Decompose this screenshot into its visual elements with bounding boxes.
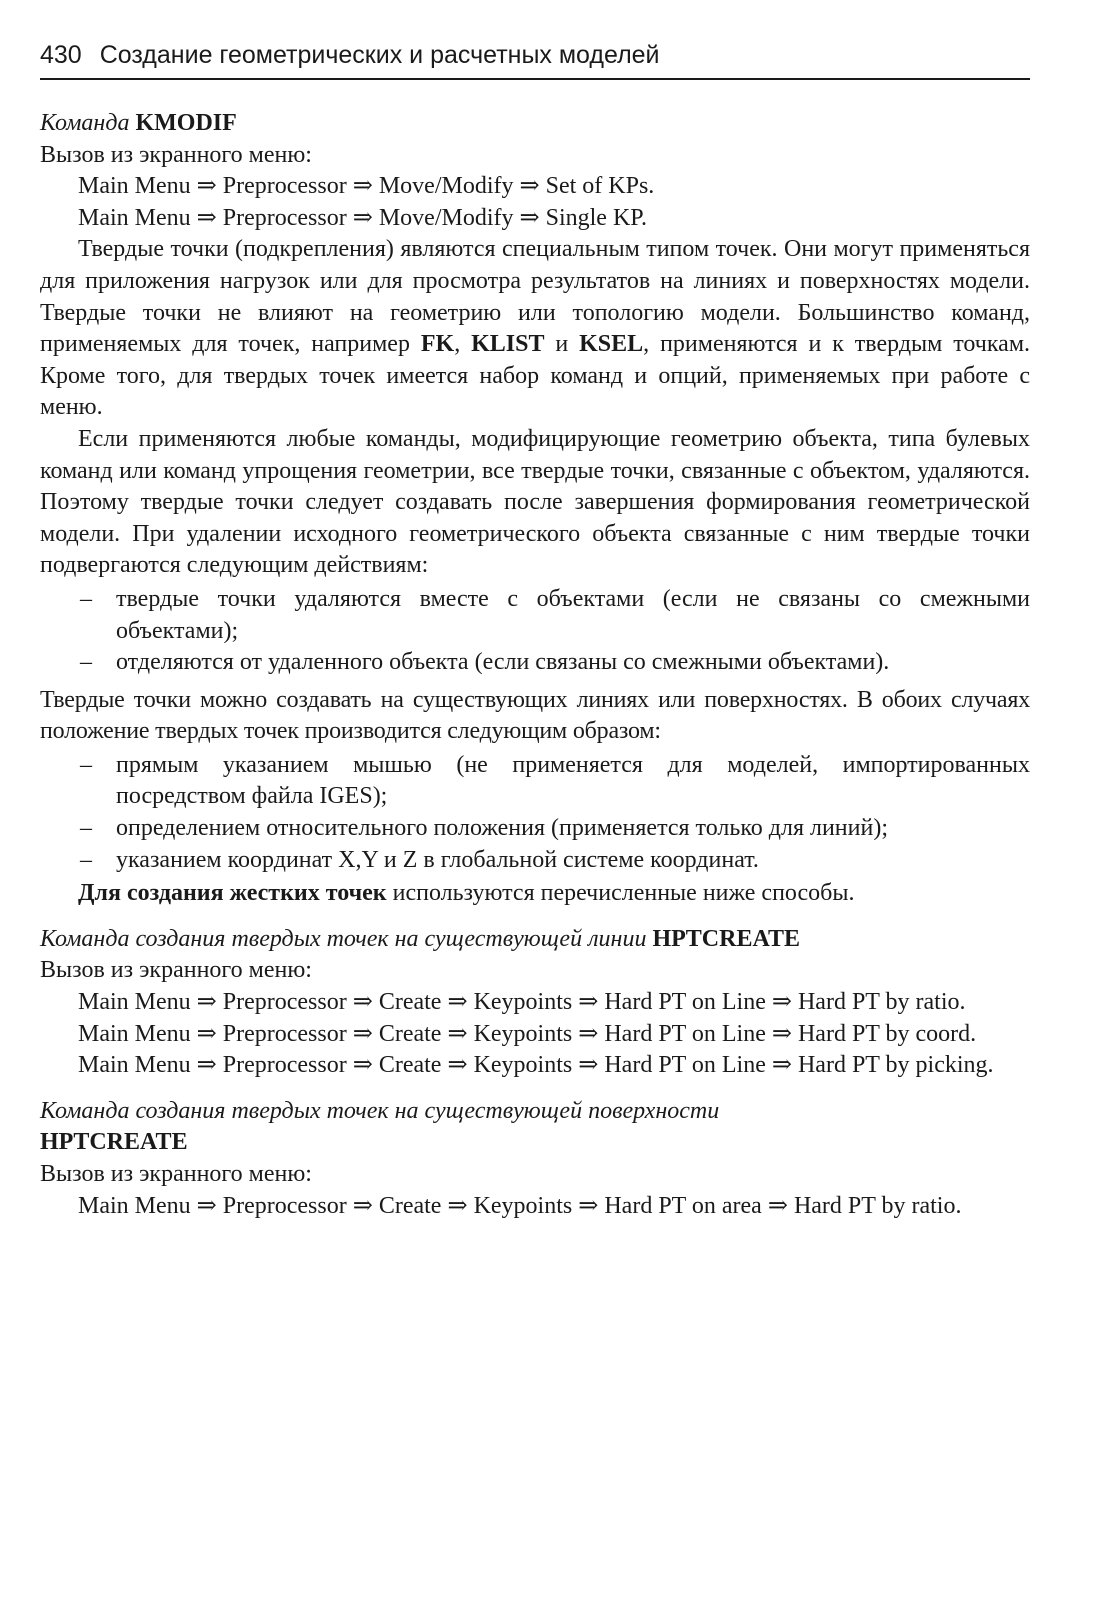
para1-text-b: , применяются и к твердым точкам. Кроме того, для твердых точек имеется набор команд и опций, применяемых при работе с меню. xyxy=(40,331,1030,421)
running-head xyxy=(40,38,1030,80)
kmodif-menu-path-2: Main Menu ⇒ Preprocessor ⇒ Move/Modify ⇒ Single KP. xyxy=(78,204,647,231)
hptcreate-area-heading-bold: HPTCREATE xyxy=(40,1129,188,1156)
para1-sep-1: , xyxy=(454,331,472,358)
hptcreate-line-menu-path-3: Main Menu ⇒ Preprocessor ⇒ Create ⇒ Keypoints ⇒ Hard PT on Line ⇒ Hard PT by picking. xyxy=(78,1052,994,1079)
kmodif-call-label: Вызов из экранного меню: xyxy=(40,141,312,168)
ksel-command: KSEL xyxy=(579,331,644,358)
hptcreate-area-menu-path-1: Main Menu ⇒ Preprocessor ⇒ Create ⇒ Keypoints ⇒ Hard PT on area ⇒ Hard PT by ratio. xyxy=(78,1192,962,1219)
kmodif-paragraph-4 xyxy=(40,878,1030,910)
kmodif-paragraph-2: Если применяются любые команды, модифицирующие геометрию объекта, типа булевых команд или команд упрощения геометрии, все твердые точки, связанные с объектом, удаляются. Поэтому твердые точки следует создавать после завершения формирования геометрической модели. При удалении исходного геометрического объекта связанные с ним твердые точки подвергаются следующим действиям: xyxy=(40,425,1030,579)
list-item: – отделяются от удаленного объекта (если связаны со смежными объектами). xyxy=(40,647,1030,679)
kmodif-heading-bold: KMODIF xyxy=(135,110,237,136)
hptcreate-line-menu-path-1: Main Menu ⇒ Preprocessor ⇒ Create ⇒ Keypoints ⇒ Hard PT on Line ⇒ Hard PT by ratio. xyxy=(78,989,966,1016)
list-item: – твердые точки удаляются вместе с объектами (если не связаны со смежными объектами); xyxy=(40,584,1030,647)
klist-command: KLIST xyxy=(471,331,545,358)
hptcreate-line-heading-bold: HPTCREATE xyxy=(652,925,801,952)
page-number: 430 xyxy=(40,41,82,69)
para1-text-a: Твердые точки (подкрепления) являются специальным типом точек. Они могут применяться для приложения нагрузок или для просмотра результатов на линиях и поверхностях модели. Твердые точки не влияют на геометрию или топологию модели. Большинство команд, применяемых для точек, например xyxy=(40,236,1030,358)
hptcreate-line-call-label: Вызов из экранного меню: xyxy=(40,957,312,984)
kmodif-paragraph-1 xyxy=(40,234,1030,424)
hptcreate-area-heading-italic: Команда создания твердых точек на существующей поверхности xyxy=(40,1097,720,1124)
hptcreate-area-call-label: Вызов из экранного меню: xyxy=(40,1161,312,1187)
hptcreate-line-menu-path-2: Main Menu ⇒ Preprocessor ⇒ Create ⇒ Keypoints ⇒ Hard PT on Line ⇒ Hard PT by coord. xyxy=(78,1020,977,1047)
para4-bold: Для создания жестких точек xyxy=(78,880,387,907)
removal-actions-list xyxy=(40,584,1030,679)
running-title: Создание геометрических и расчетных моделей xyxy=(99,41,660,69)
hptcreate-area-heading xyxy=(40,1096,1030,1159)
positioning-methods-list xyxy=(40,750,1030,876)
kmodif-menu-path-1: Main Menu ⇒ Preprocessor ⇒ Move/Modify ⇒ Set of KPs. xyxy=(78,173,655,200)
para4-rest: используются перечисленные ниже способы. xyxy=(386,880,855,907)
list-item: – определением относительного положения (применяется только для линий); xyxy=(40,813,1030,845)
fk-command: FK xyxy=(420,331,455,358)
hptcreate-line-heading-italic: Команда создания твердых точек на существующей линии xyxy=(40,925,647,952)
para1-sep-2: и xyxy=(544,331,580,358)
kmodif-heading-italic: Команда xyxy=(40,110,130,136)
list-item: – прямым указанием мышью (не применяется для моделей, импортированных посредством файла IGES); xyxy=(40,750,1030,813)
page-body xyxy=(40,100,1030,1222)
kmodif-paragraph-3: Твердые точки можно создавать на существующих линиях или поверхностях. В обоих случаях положение твердых точек производится следующим образом: xyxy=(40,686,1030,745)
list-item: – указанием координат X,Y и Z в глобальной системе координат. xyxy=(40,845,1030,877)
kmodif-heading xyxy=(40,108,1030,140)
hptcreate-line-heading xyxy=(40,924,1030,956)
